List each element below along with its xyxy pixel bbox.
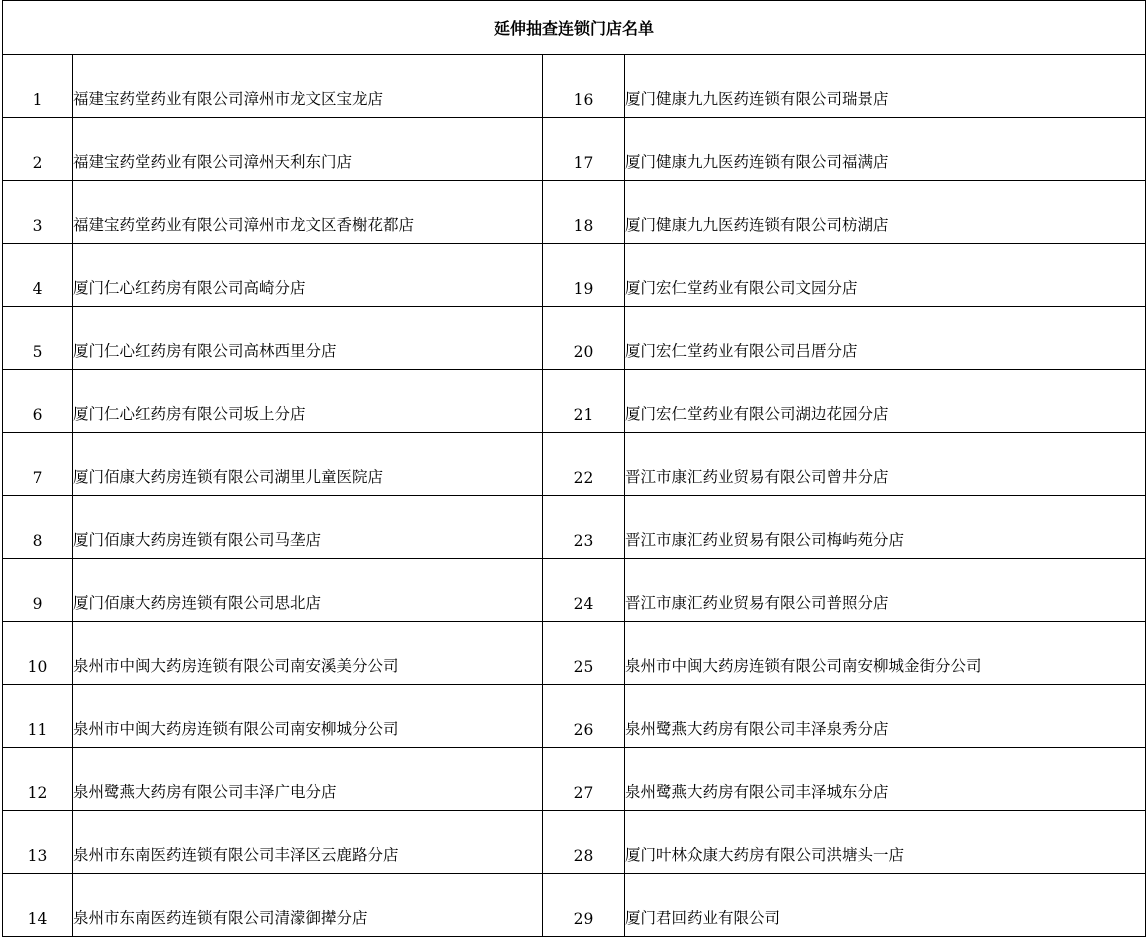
store-name-right: 厦门宏仁堂药业有限公司吕厝分店 — [625, 307, 1146, 370]
store-name-right: 厦门健康九九医药连锁有限公司福满店 — [625, 118, 1146, 181]
store-name-left: 泉州鹭燕大药房有限公司丰泽广电分店 — [73, 748, 543, 811]
store-name-left: 厦门佰康大药房连锁有限公司马垄店 — [73, 496, 543, 559]
store-name-right: 厦门健康九九医药连锁有限公司枋湖店 — [625, 181, 1146, 244]
row-number-left: 13 — [3, 811, 73, 874]
store-name-right: 厦门叶林众康大药房有限公司洪塘头一店 — [625, 811, 1146, 874]
store-name-right: 泉州市中闽大药房连锁有限公司南安柳城金街分公司 — [625, 622, 1146, 685]
table-row — [3, 622, 1146, 685]
store-name-left: 厦门仁心红药房有限公司高崎分店 — [73, 244, 543, 307]
row-number-right: 20 — [543, 307, 625, 370]
table-row — [3, 181, 1146, 244]
row-number-right: 28 — [543, 811, 625, 874]
store-name-left: 福建宝药堂药业有限公司漳州天利东门店 — [73, 118, 543, 181]
store-name-right: 泉州鹭燕大药房有限公司丰泽泉秀分店 — [625, 685, 1146, 748]
store-name-left: 厦门佰康大药房连锁有限公司湖里儿童医院店 — [73, 433, 543, 496]
row-number-right: 21 — [543, 370, 625, 433]
row-number-right: 29 — [543, 874, 625, 937]
store-name-left: 厦门佰康大药房连锁有限公司思北店 — [73, 559, 543, 622]
store-name-right: 厦门宏仁堂药业有限公司湖边花园分店 — [625, 370, 1146, 433]
table-row — [3, 370, 1146, 433]
store-name-right: 厦门健康九九医药连锁有限公司瑞景店 — [625, 55, 1146, 118]
table-row — [3, 118, 1146, 181]
store-name-left: 厦门仁心红药房有限公司坂上分店 — [73, 370, 543, 433]
row-number-right: 22 — [543, 433, 625, 496]
row-number-right: 19 — [543, 244, 625, 307]
row-number-right: 16 — [543, 55, 625, 118]
store-name-left: 泉州市东南医药连锁有限公司清濛御撵分店 — [73, 874, 543, 937]
table-title: 延伸抽查连锁门店名单 — [3, 1, 1146, 55]
store-name-right: 厦门君回药业有限公司 — [625, 874, 1146, 937]
store-name-right: 晋江市康汇药业贸易有限公司曾井分店 — [625, 433, 1146, 496]
row-number-right: 23 — [543, 496, 625, 559]
store-list-table — [2, 0, 1146, 937]
row-number-left: 8 — [3, 496, 73, 559]
row-number-left: 10 — [3, 622, 73, 685]
row-number-left: 5 — [3, 307, 73, 370]
table-row — [3, 685, 1146, 748]
row-number-right: 27 — [543, 748, 625, 811]
table-row — [3, 748, 1146, 811]
table-row — [3, 811, 1146, 874]
row-number-left: 3 — [3, 181, 73, 244]
row-number-right: 17 — [543, 118, 625, 181]
row-number-left: 11 — [3, 685, 73, 748]
store-name-right: 晋江市康汇药业贸易有限公司普照分店 — [625, 559, 1146, 622]
store-name-right: 厦门宏仁堂药业有限公司文园分店 — [625, 244, 1146, 307]
row-number-left: 7 — [3, 433, 73, 496]
table-row — [3, 496, 1146, 559]
store-name-left: 泉州市中闽大药房连锁有限公司南安溪美分公司 — [73, 622, 543, 685]
table-row — [3, 874, 1146, 937]
store-name-right: 泉州鹭燕大药房有限公司丰泽城东分店 — [625, 748, 1146, 811]
store-name-left: 福建宝药堂药业有限公司漳州市龙文区香榭花都店 — [73, 181, 543, 244]
row-number-left: 14 — [3, 874, 73, 937]
store-name-left: 福建宝药堂药业有限公司漳州市龙文区宝龙店 — [73, 55, 543, 118]
row-number-right: 24 — [543, 559, 625, 622]
table-row — [3, 244, 1146, 307]
row-number-left: 6 — [3, 370, 73, 433]
store-name-left: 泉州市东南医药连锁有限公司丰泽区云鹿路分店 — [73, 811, 543, 874]
table-row — [3, 307, 1146, 370]
row-number-left: 4 — [3, 244, 73, 307]
table-row — [3, 55, 1146, 118]
row-number-right: 25 — [543, 622, 625, 685]
row-number-left: 2 — [3, 118, 73, 181]
store-name-left: 泉州市中闽大药房连锁有限公司南安柳城分公司 — [73, 685, 543, 748]
table-row — [3, 433, 1146, 496]
store-name-left: 厦门仁心红药房有限公司高林西里分店 — [73, 307, 543, 370]
row-number-left: 12 — [3, 748, 73, 811]
row-number-right: 18 — [543, 181, 625, 244]
table-title-row — [3, 1, 1146, 55]
row-number-left: 1 — [3, 55, 73, 118]
row-number-right: 26 — [543, 685, 625, 748]
table-row — [3, 559, 1146, 622]
row-number-left: 9 — [3, 559, 73, 622]
store-name-right: 晋江市康汇药业贸易有限公司梅屿苑分店 — [625, 496, 1146, 559]
